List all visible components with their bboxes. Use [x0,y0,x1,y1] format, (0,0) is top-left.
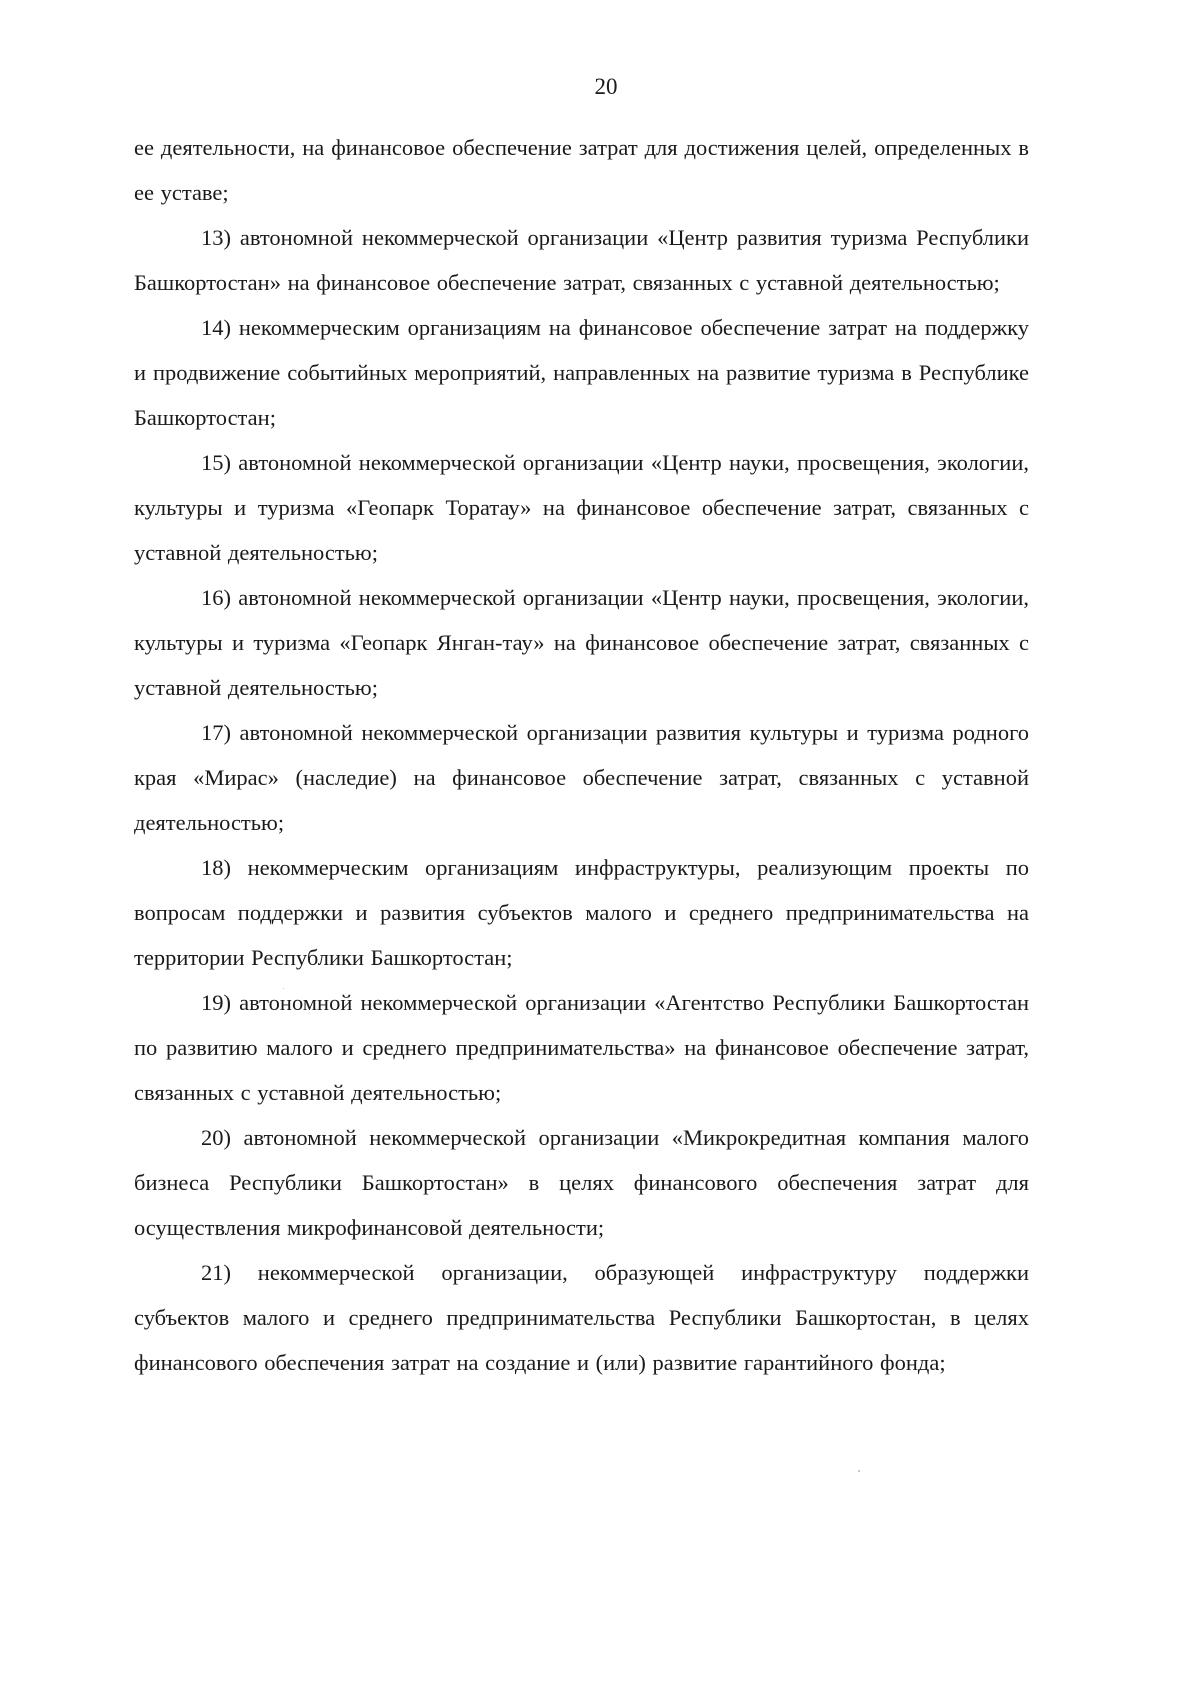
list-item-17 [134,710,1029,845]
list-item-number: 17) [201,720,231,745]
list-item-19 [134,980,1029,1115]
list-item-text: автономной некоммерческой организации «Центр науки, просвещения, экологии, культуры и туризма «Геопарк Янган-тау» на финансовое обеспечение затрат, связанных с уставной деятельностью; [134,585,1029,700]
list-item-text: автономной некоммерческой организации «Микрокредитная компания малого бизнеса Республики Башкортостан» в целях финансового обеспечения затрат для осуществления микрофинансовой деятельности; [134,1125,1030,1240]
list-item-number: 16) [201,585,231,610]
list-item-text: некоммерческой организации, образующей инфраструктуру поддержки субъектов малого и среднего предпринимательства Республики Башкортостан, в целях финансового обеспечения затрат на создание и (или) развитие гарантийного фонда; [134,1260,1029,1375]
list-item-number: 21) [201,1260,231,1285]
page-number [0,72,1200,102]
list-item-text: автономной некоммерческой организации «Агентство Республики Башкортостан по развитию малого и среднего предпринимательства» на финансовое обеспечение затрат, связанных с уставной деятельностью; [134,990,1029,1105]
list-item-13 [134,215,1029,305]
list-item-text: некоммерческим организациям на финансовое обеспечение затрат на поддержку и продвижение событийных мероприятий, направленных на развитие туризма в Республике Башкортостан; [134,315,1029,430]
list-item-21 [134,1250,1029,1385]
document-body [134,125,1029,1385]
list-item-18 [134,845,1029,980]
list-item-text: некоммерческим организациям инфраструктуры, реализующим проекты по вопросам поддержки и развития субъектов малого и среднего предпринимательства на территории Республики Башкортостан; [134,855,1029,970]
list-item-number: 19) [201,990,231,1015]
page-number-label: 20 [594,74,618,99]
paragraph-text: ее деятельности, на финансовое обеспечение затрат для достижения целей, определенных в ее уставе; [134,135,1029,205]
list-item-text: автономной некоммерческой организации развития культуры и туризма родного края «Мирас» (наследие) на финансовое обеспечение затрат, связанных с уставной деятельностью; [134,720,1030,835]
list-item-16 [134,575,1029,710]
list-item-number: 20) [201,1125,231,1150]
list-item-text: автономной некоммерческой организации «Центр науки, просвещения, экологии, культуры и туризма «Геопарк Торатау» на финансовое обеспечение затрат, связанных с уставной деятельностью; [134,450,1029,565]
list-item-15 [134,440,1029,575]
list-item-number: 18) [201,855,231,880]
list-item-number: 15) [201,450,231,475]
list-item-text: автономной некоммерческой организации «Центр развития туризма Республики Башкортостан» на финансовое обеспечение затрат, связанных с уставной деятельностью; [134,225,1030,295]
list-item-14 [134,305,1029,440]
paragraph-continuation [134,125,1029,215]
scan-artifact [858,1470,860,1472]
list-item-number: 14) [201,315,231,340]
list-item-number: 13) [201,225,231,250]
list-item-20 [134,1115,1029,1250]
scan-artifact [283,988,284,989]
